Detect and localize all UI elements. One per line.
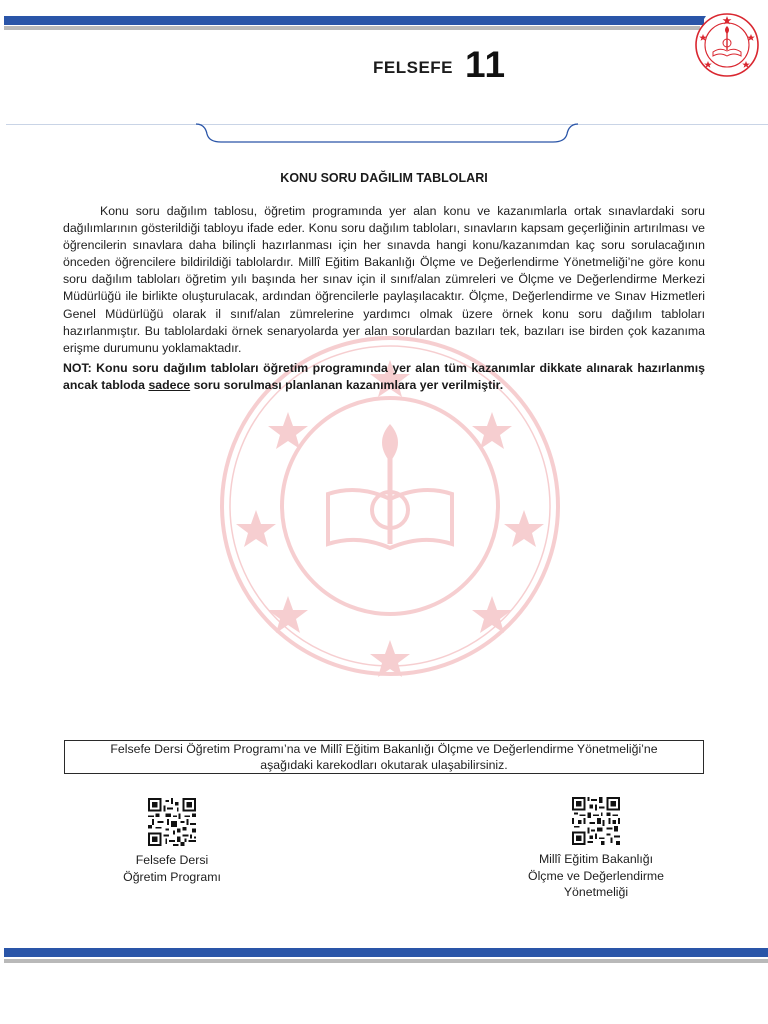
note-underlined-word: sadece [148, 378, 191, 393]
info-box-line-2: aşağıdaki karekodları okutarak ulaşabilirsiniz. [260, 758, 508, 772]
bottom-band-grey [4, 959, 768, 963]
header-tab-shape [195, 118, 579, 146]
note-paragraph [63, 360, 705, 394]
note-text-end: soru sorulması planlanan kazanımlara yer verilmiştir. [190, 378, 504, 393]
qr-caption-curriculum-line-1: Felsefe Dersi [135, 853, 209, 867]
top-band-blue [4, 16, 704, 25]
note-text-start: NOT: Konu soru dağılım tabloları öğretim programında yer alan tüm kazanımlar dikkate alınarak hazırlanmış ancak tabloda [63, 361, 705, 393]
bottom-band-blue [4, 948, 768, 957]
ministry-seal-icon [694, 12, 760, 78]
section-title: KONU SORU DAĞILIM TABLOLARI [280, 171, 488, 185]
qr-caption-regulation-line-2: Ölçme ve Değerlendirme [528, 868, 664, 883]
info-box-line-1: Felsefe Dersi Öğretim Programı’na ve Millî Eğitim Bakanlığı Ölçme ve Değerlendirme Yönetmeliği’ne [110, 742, 658, 756]
qr-caption-regulation-line-3: Yönetmeliği [563, 885, 629, 899]
intro-paragraph-text: Konu soru dağılım tablosu, öğretim programında yer alan konu ve kazanımlarla ortak sınavlardaki soru dağılımlarının gösterildiği tabloyu ifade eder. Konu soru dağılım tabloları, sınavların kapsam geçerliğinin artırılması ve öğrencilerin sınavlara daha bilinçli hazırlanması için her sınavda hangi konu/kazanımdan kaç soru sorulacağının önceden öğrencilere bildirildiği tablolardır. Millî Eğitim Bakanlığı Ölçme ve Değerlendirme Yönetmeliği’ne göre konu soru dağılım tabloları öğretim yılı başında her sınav için il sınıf/alan zümreleri ve Ölçme ve Değerlendirme Merkezi Müdürlüğü ile birlikte oluşturulacak, ardından öğrencilerle paylaşılacaktır. Ölçme, Değerlendirme ve Sınav Hizmetleri Genel Müdürlüğü olarak il sınıf/alan zümrelerine yardımcı olmak üzere örnek konu soru dağılım tabloları hazırlanmıştır. Bu tablolardaki örnek senaryolarda yer alan sorulardan bazıları tek, bazıları ise birden çok kazanıma erişme durumunu yoklamaktadır. [63, 204, 705, 355]
qr-caption-regulation-line-1: Millî Eğitim Bakanlığı [538, 852, 654, 866]
subject-title: FELSEFE [373, 58, 454, 77]
intro-paragraph [63, 203, 705, 357]
qr-caption-curriculum [92, 852, 252, 885]
grade-number: 11 [465, 44, 507, 85]
qr-caption-curriculum-line-2: Öğretim Programı [123, 869, 221, 884]
qr-code-curriculum-icon[interactable] [148, 798, 196, 846]
top-band-grey [4, 26, 700, 30]
qr-info-box [64, 740, 704, 774]
qr-code-regulation-icon[interactable] [572, 797, 620, 845]
qr-caption-regulation [516, 851, 676, 901]
